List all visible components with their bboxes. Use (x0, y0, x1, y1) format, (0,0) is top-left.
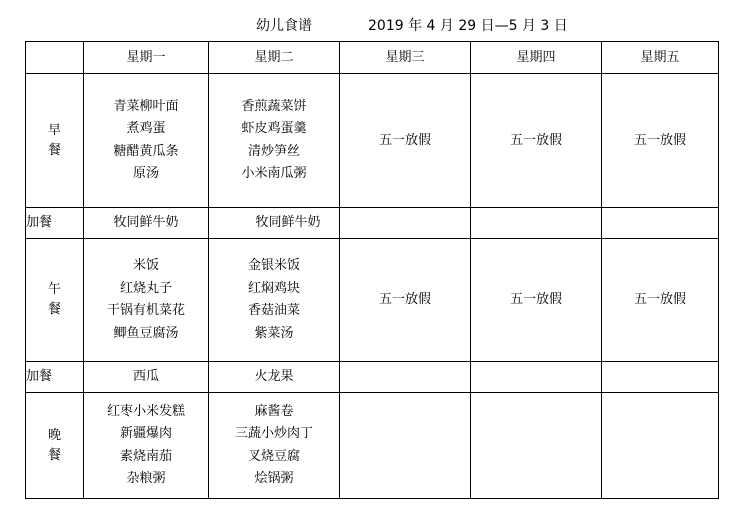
breakfast-tue (209, 74, 340, 208)
lunch-label (26, 239, 84, 362)
dinner-row (26, 393, 719, 499)
menu-item: 素烧南茄 (119, 448, 172, 464)
corner-cell (26, 42, 84, 74)
snack2-mon (84, 362, 209, 393)
dinner-label-2: 餐 (47, 447, 61, 463)
day-header-fri: 星期五 (602, 42, 719, 74)
menu-item: 火龙果 (254, 369, 294, 384)
snack2-tue (209, 362, 340, 393)
menu-item: 金银米饭 (247, 258, 300, 273)
dinner-mon (84, 393, 209, 499)
menu-item: 鲫鱼豆腐汤 (113, 325, 179, 341)
menu-item: 煮鸡蛋 (126, 121, 166, 136)
breakfast-label-1: 早 (47, 122, 61, 138)
menu-item: 牧同鲜牛奶 (255, 215, 321, 230)
menu-item: 紫菜汤 (254, 325, 294, 341)
menu-item: 红枣小米发糕 (106, 403, 185, 419)
menu-item: 新疆爆肉 (119, 426, 172, 441)
menu-item: 西瓜 (132, 369, 159, 384)
breakfast-row (26, 74, 719, 208)
lunch-wed: 五一放假 (340, 239, 471, 362)
menu-table (25, 41, 719, 499)
menu-item: 麻酱卷 (254, 403, 294, 419)
snack2-row (26, 362, 719, 393)
breakfast-mon (84, 74, 209, 208)
menu-item: 虾皮鸡蛋羹 (241, 121, 307, 136)
breakfast-wed: 五一放假 (340, 74, 471, 208)
snack1-tue (209, 208, 340, 239)
menu-item: 烩锅粥 (254, 471, 294, 486)
menu-item: 小米南瓜粥 (241, 166, 307, 181)
lunch-fri: 五一放假 (602, 239, 719, 362)
breakfast-label (26, 74, 84, 208)
menu-item: 糖醋黄瓜条 (113, 143, 179, 159)
snack1-fri (602, 208, 719, 239)
snack2-wed (340, 362, 471, 393)
lunch-label-2: 餐 (47, 302, 61, 317)
day-header-wed: 星期三 (340, 42, 471, 74)
menu-item: 杂粮粥 (126, 471, 166, 486)
day-header-tue: 星期二 (209, 42, 340, 74)
menu-item: 三蔬小炒肉丁 (234, 426, 313, 441)
header-row (26, 42, 719, 74)
day-header-thu: 星期四 (471, 42, 602, 74)
date-range: 2019 年 4 月 29 日—5 月 3 日 (368, 18, 568, 34)
breakfast-thu: 五一放假 (471, 74, 602, 208)
menu-item: 青菜柳叶面 (113, 98, 179, 114)
lunch-thu: 五一放假 (471, 239, 602, 362)
lunch-row (26, 239, 719, 362)
snack2-fri (602, 362, 719, 393)
breakfast-label-2: 餐 (47, 142, 61, 158)
snack1-mon (84, 208, 209, 239)
snack1-row (26, 208, 719, 239)
lunch-tue (209, 239, 340, 362)
breakfast-fri: 五一放假 (602, 74, 719, 208)
snack1-label: 加餐 (26, 208, 84, 239)
dinner-thu (471, 393, 602, 499)
menu-item: 牧同鲜牛奶 (113, 215, 179, 230)
dinner-wed (340, 393, 471, 499)
menu-item: 红烧丸子 (119, 280, 172, 296)
snack1-wed (340, 208, 471, 239)
menu-item: 香菇油菜 (247, 303, 300, 318)
dinner-label-1: 晚 (47, 427, 61, 443)
snack2-thu (471, 362, 602, 393)
menu-item: 清炒笋丝 (247, 143, 300, 159)
menu-title: 幼儿食谱 (256, 18, 312, 34)
menu-item: 香煎蔬菜饼 (241, 98, 307, 114)
menu-item: 米饭 (132, 258, 159, 273)
snack2-label: 加餐 (26, 362, 84, 393)
dinner-label (26, 393, 84, 499)
snack1-thu (471, 208, 602, 239)
dinner-fri (602, 393, 719, 499)
day-header-mon: 星期一 (84, 42, 209, 74)
dinner-tue (209, 393, 340, 499)
menu-item: 红焖鸡块 (247, 280, 300, 296)
menu-item: 叉烧豆腐 (247, 448, 300, 464)
lunch-mon (84, 239, 209, 362)
menu-item: 干锅有机菜花 (106, 303, 185, 318)
lunch-label-1: 午 (47, 282, 61, 297)
menu-item: 原汤 (132, 166, 159, 181)
